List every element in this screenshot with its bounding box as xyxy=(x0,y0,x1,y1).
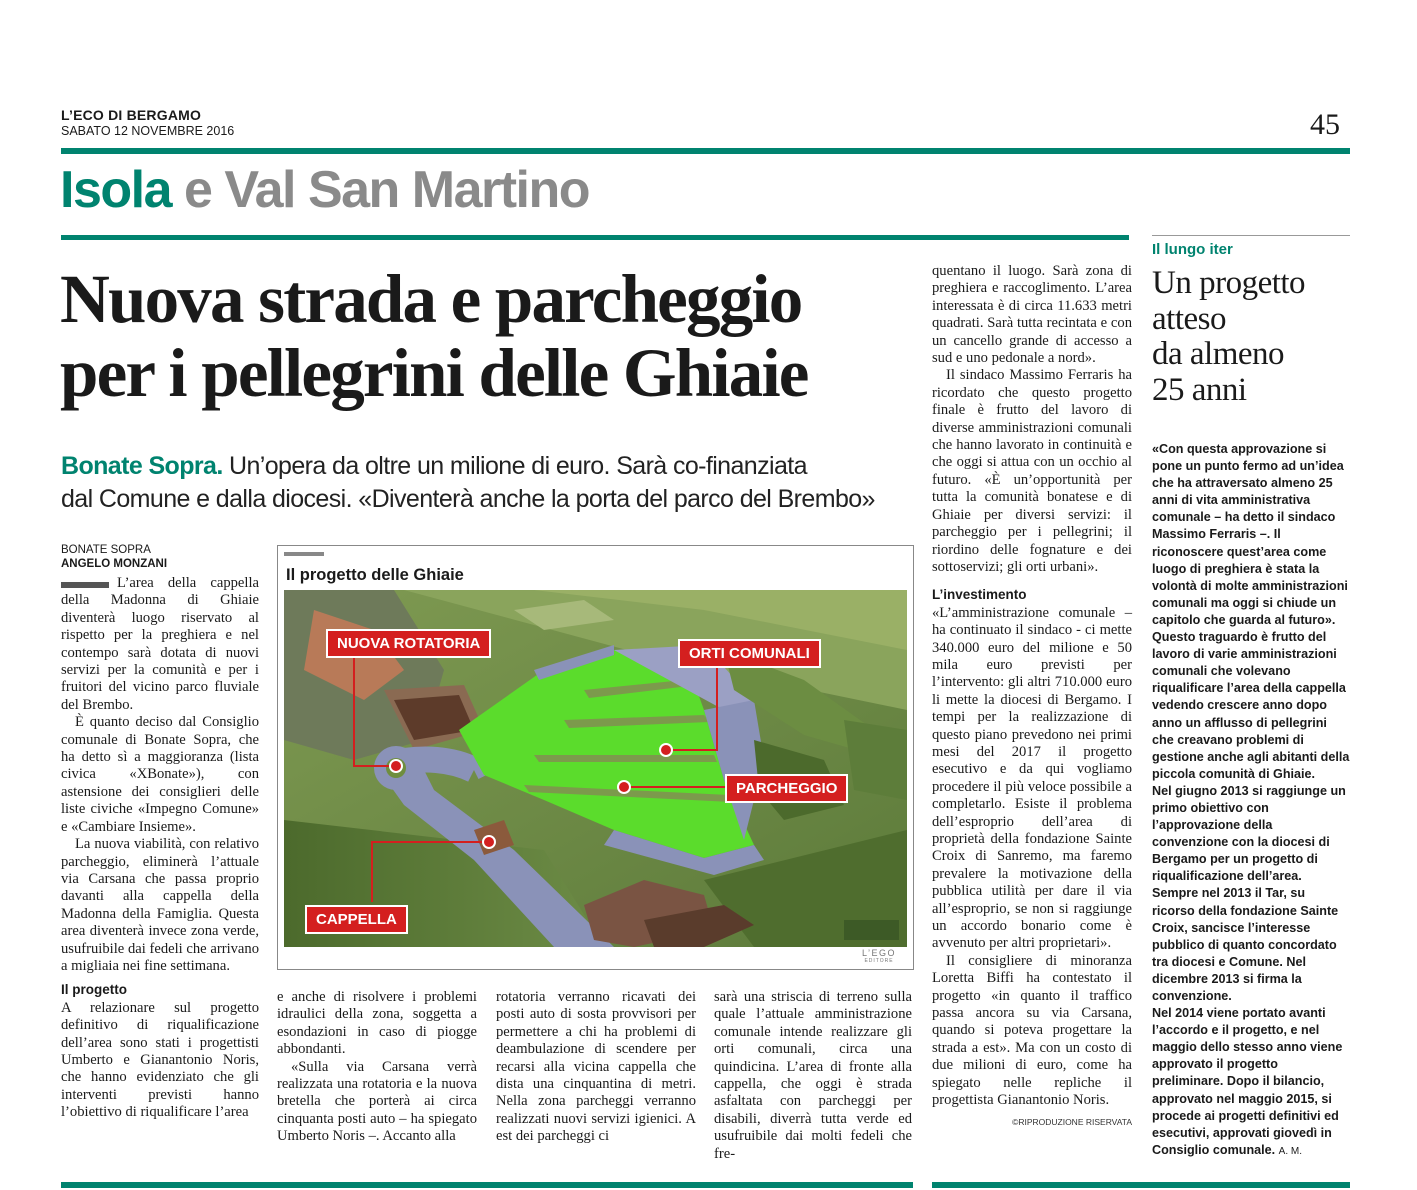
col1-paragraph-2: È quanto deciso dal Consiglio comunale di Bonate Sopra, che ha detto sì a maggioranza (lista civica «XBonate»), con astensione dei consiglieri delle liste civiche «Impegno Comune» e «Cambiare Insieme». xyxy=(61,714,259,835)
section-title xyxy=(60,160,589,220)
sidebar-title-line-4: 25 anni xyxy=(1152,371,1247,408)
sidebar-body xyxy=(1152,441,1350,1160)
copyright: ©RIPRODUZIONE RISERVATA xyxy=(1012,1116,1132,1127)
label-parcheggio: PARCHEGGIO xyxy=(725,774,848,803)
col5-paragraph-3: «L’amministrazione comunale – ha continuato il sindaco - ci mette 340.000 euro del milione e 50 mila euro previsti per l’intervento: gli altri 710.000 euro li mette la diocesi di Bergamo. I tempi per la realizzazione di questo piano prevedono nei primi mesi del 2017 il progetto esecutivo e da qui vogliamo procedere il più veloce possibile a completarlo. Esiste il problema dell’esproprio dell’area di proprietà della fondazione Sainte Croix di Sanremo, ma faremo prevalere la motivazione della pubblica utilità per dare il via all’esproprio, se non si raggiunge un accordo bonario come è avvenuto per altri proprietari». xyxy=(932,604,1132,952)
byline-location: BONATE SOPRA xyxy=(61,544,151,556)
credit-logo: L’EGO xyxy=(862,948,897,958)
col5-paragraph-2: Il sindaco Massimo Ferraris ha ricordato che questo progetto finale è frutto del lavoro di diverse amministrazioni comunali che hanno lavorato in continuità e che oggi si attua con un occhio al futuro. «È un’opportunità per tutta la comunità bonatese e di Ghiaie per diversi servizi: il parcheggio per i pellegrini; il riordino delle fognature e dei sottoservizi; gli orti urbani». xyxy=(932,367,1132,575)
sidebar-paragraph-2: Questo traguardo è frutto del lavoro di varie amministrazioni comunali che volevano riqualificare l’area della cappella vedendo crescere anno dopo anno un afflusso di pellegrini che creavano problemi di gestione anche agli abitanti della piccola comunità di Ghiaie. xyxy=(1152,630,1350,781)
graphic-credit xyxy=(862,949,896,965)
article-column-3 xyxy=(496,989,696,1146)
newspaper-name: L’ECO DI BERGAMO xyxy=(61,107,202,123)
sidebar-paragraph-5: Nel 2014 viene portato avanti l’accordo e il progetto, e nel maggio dello stesso anno viene approvato il progetto preliminare. Dopo il bilancio, approvato nel maggio 2015, si procede ai progetti definitivi ed esecutivi, approvati giovedì in Consiglio comunale. xyxy=(1152,1006,1343,1157)
sidebar-title xyxy=(1152,266,1305,408)
col1-subhead: Il progetto xyxy=(61,982,127,998)
graphic-title: Il progetto delle Ghiaie xyxy=(286,566,464,584)
subheadline-line-1: Un’opera da oltre un milione di euro. Sarà co-finanziata xyxy=(229,452,807,480)
col1-paragraph-4: A relazionare sul progetto definitivo di riqualificazione dell’area sono stati i progettisti Umberto e Gianantonio Noris, che hanno evidenziato che gli interventi previsti hanno l’obiettivo di riqualificare l’area xyxy=(61,999,259,1121)
sidebar-kicker: Il lungo iter xyxy=(1152,241,1233,258)
sidebar-rule xyxy=(1152,235,1350,236)
headline-line-2: per i pellegrini delle Ghiaie xyxy=(60,335,808,411)
article-column-1 xyxy=(61,575,259,1122)
sidebar-title-line-2: atteso xyxy=(1152,300,1226,337)
col4-paragraph-1: sarà una striscia di terreno sulla quale l’attuale amministrazione comunale intende realizzare gli orti comunali, circa una quindicina. L’area di fronte alla cappella, che oggi è strada asfaltata con parcheggi per disabili, diverrà tutta verde ed usufruibile dai molti fedeli che fre- xyxy=(714,989,912,1162)
col5-paragraph-1: quentano il luogo. Sarà zona di preghiera e raccoglimento. L’area interessata è di circa 11.633 metri quadrati. Sarà tutta recintata e con un cancello grande di accesso a sud e uno pedonale a nord». xyxy=(932,263,1132,367)
section-rule xyxy=(61,235,1129,240)
byline-author: ANGELO MONZANI xyxy=(61,558,168,570)
bottom-rule-right xyxy=(932,1182,1350,1188)
issue-date: SABATO 12 NOVEMBRE 2016 xyxy=(61,124,235,138)
col1-paragraph-1: L’area della cappella della Madonna di Ghiaie diventerà luogo riservato al rispetto per la preghiera e nel contempo sarà dotata di nuovi servizi per la comunità e per i fruitori del vicino parco fluviale del Brembo. xyxy=(61,575,259,713)
top-rule xyxy=(61,148,1350,154)
sidebar-paragraph-3: Nel giugno 2013 si raggiunge un primo obiettivo con l’approvazione della convenzione con la diocesi di Bergamo per un progetto di riqualificazione dell’area. xyxy=(1152,783,1346,884)
col5-subhead: L’investimento xyxy=(932,587,1027,603)
subheadline xyxy=(61,450,875,516)
project-graphic xyxy=(277,545,914,970)
sidebar-signature: A. M. xyxy=(1278,1145,1302,1157)
bottom-rule-left xyxy=(61,1182,913,1188)
aerial-photo xyxy=(284,590,907,947)
sidebar-title-line-3: da almeno xyxy=(1152,336,1285,372)
graphic-top-bar xyxy=(284,552,324,556)
credit-sub: EDITORE xyxy=(864,958,894,964)
article-column-2 xyxy=(277,989,477,1146)
col2-paragraph-1: e anche di risolvere i problemi idraulici della zona, soggetta a esondazioni in caso di piogge abbondanti. xyxy=(277,989,477,1058)
sidebar-paragraph-1: «Con questa approvazione si pone un punto fermo ad un’idea che ha attraversato almeno 25 anni di vita amministrativa comunale – ha detto il sindaco Massimo Ferraris –. Il riconoscere quest’area come luogo di preghiera è stata la volontà di molte amministrazioni comunali ma oggi si chiude un capitolo che guarda al futuro». xyxy=(1152,442,1348,627)
label-cappella: CAPPELLA xyxy=(305,905,408,934)
col3-paragraph-1: rotatoria verranno ricavati dei posti auto di sosta provvisori per permettere a chi ha problemi di deambulazione di scendere per recarsi alla vicina cappella che dista una cinquantina di metri. Nella zona parcheggi verranno realizzati nuovi servizi igienici. A est dei parcheggi ci xyxy=(496,989,696,1145)
col2-paragraph-2: «Sulla via Carsana verrà realizzata una rotatoria e la nuova bretella che porterà ai circa cinquanta posti auto – ha spiegato Umberto Noris –. Accanto alla xyxy=(277,1058,477,1145)
label-orti-comunali: ORTI COMUNALI xyxy=(678,639,821,668)
page-number: 45 xyxy=(1310,108,1340,141)
col1-paragraph-3: La nuova viabilità, con relativo parcheggio, eliminerà l’attuale via Carsana che passa proprio davanti alla cappella della Madonna della Famiglia. Questa area diventerà invece zona verde, usufruibile dai fedeli che arrivano a migliaia nei fine settimana. xyxy=(61,836,259,974)
subheadline-line-2: dal Comune e dalla diocesi. «Diventerà anche la porta del parco del Brembo» xyxy=(61,485,875,513)
article-column-5 xyxy=(932,263,1132,1131)
sidebar-paragraph-4: Sempre nel 2013 il Tar, su ricorso della fondazione Sainte Croix, sancisce l’interesse pubblico di quanto concordato tra diocesi e Comune. Nel dicembre 2013 si firma la convenzione. xyxy=(1152,886,1339,1003)
col5-paragraph-4: Il consigliere di minoranza Loretta Biffi ha contestato il progetto «in quanto il traffico passa ancora su via Carsana, quando si poteva progettare la strada a est». Ma con un costo di due milioni di euro, come ha spiegato nelle repliche il progettista Gianantonio Noris. xyxy=(932,952,1132,1109)
subheadline-place: Bonate Sopra. xyxy=(61,452,223,480)
headline xyxy=(60,262,808,410)
label-nuova-rotatoria: NUOVA ROTATORIA xyxy=(326,629,491,658)
sidebar-title-line-1: Un progetto xyxy=(1152,265,1306,301)
section-name-secondary: e Val San Martino xyxy=(183,161,590,219)
headline-line-1: Nuova strada e parcheggio xyxy=(60,261,802,337)
section-name-primary: Isola xyxy=(60,161,171,219)
article-column-4 xyxy=(714,989,912,1163)
